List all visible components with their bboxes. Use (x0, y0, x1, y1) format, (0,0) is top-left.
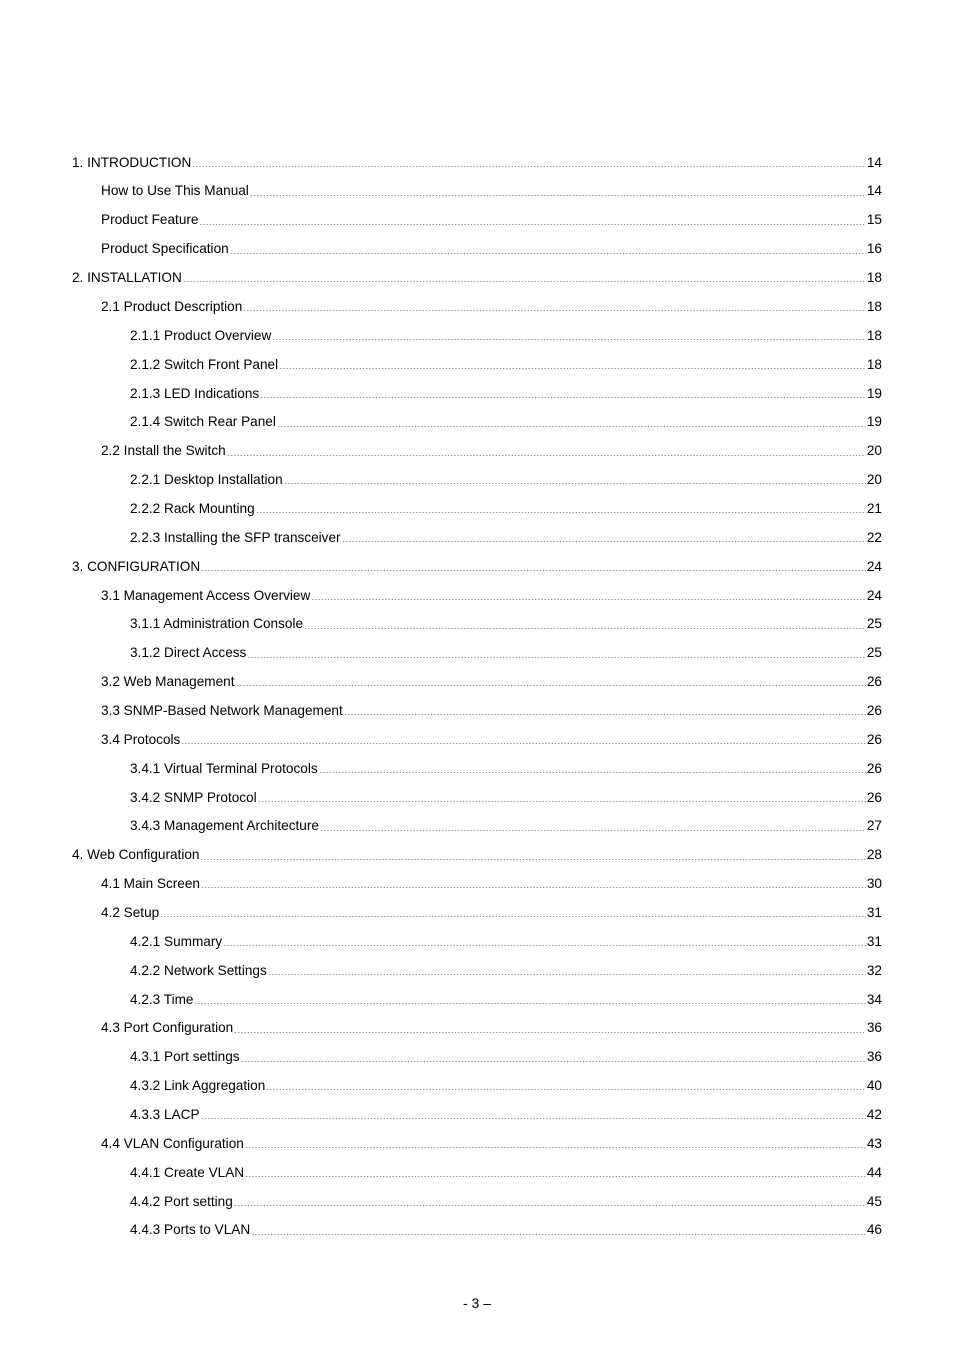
toc-dot-leader (181, 743, 866, 744)
toc-entry-title: 2.1.2 Switch Front Panel (130, 356, 279, 372)
toc-entry[interactable] (72, 898, 882, 927)
toc-entry-title: 3.1.1 Administration Console (130, 616, 304, 632)
toc-entry-page: 16 (866, 241, 882, 257)
toc-entry-page: 42 (866, 1106, 882, 1122)
toc-dot-leader (279, 368, 866, 369)
toc-entry-title: 4.1 Main Screen (101, 876, 200, 892)
toc-entry-page: 25 (866, 645, 882, 661)
toc-entry[interactable] (72, 841, 882, 870)
toc-entry-page: 36 (866, 1020, 882, 1036)
toc-entry[interactable] (72, 235, 882, 264)
toc-dot-leader (319, 772, 866, 773)
toc-entry-page: 14 (866, 154, 882, 170)
toc-entry-title: 3.4.1 Virtual Terminal Protocols (130, 760, 318, 776)
toc-entry[interactable] (72, 754, 882, 783)
toc-entry-title: 4.4.3 Ports to VLAN (130, 1222, 251, 1238)
toc-entry-page: 18 (866, 356, 882, 372)
toc-entry-title: 2.1.1 Product Overview (130, 327, 272, 343)
toc-entry-page: 18 (866, 298, 882, 314)
toc-entry-title: 4.2 Setup (101, 904, 160, 920)
toc-entry-title: 2. INSTALLATION (72, 270, 182, 286)
toc-dot-leader (223, 945, 866, 946)
toc-entry-title: 4.3.2 Link Aggregation (130, 1078, 266, 1094)
toc-entry[interactable] (72, 523, 882, 552)
toc-entry[interactable] (72, 263, 882, 292)
toc-entry-page: 26 (866, 789, 882, 805)
toc-entry[interactable] (72, 1014, 882, 1043)
toc-entry-title: 4.3.3 LACP (130, 1106, 200, 1122)
toc-entry[interactable] (72, 956, 882, 985)
toc-entry[interactable] (72, 783, 882, 812)
toc-dot-leader (277, 426, 866, 427)
toc-entry[interactable] (72, 927, 882, 956)
toc-entry-title: 4. Web Configuration (72, 847, 200, 863)
toc-entry-title: Product Feature (101, 212, 199, 228)
toc-dot-leader (200, 859, 865, 860)
toc-entry-title: Product Specification (101, 241, 229, 257)
toc-dot-leader (201, 887, 866, 888)
toc-dot-leader (258, 801, 866, 802)
toc-entry-page: 27 (866, 818, 882, 834)
toc-dot-leader (272, 339, 866, 340)
toc-dot-leader (245, 1147, 866, 1148)
toc-entry-page: 19 (866, 414, 882, 430)
toc-entry[interactable] (72, 148, 882, 177)
toc-entry[interactable] (72, 350, 882, 379)
toc-dot-leader (199, 224, 865, 225)
toc-entry-page: 31 (866, 933, 882, 949)
toc-entry-page: 26 (866, 760, 882, 776)
toc-entry[interactable] (72, 1216, 882, 1245)
toc-entry-title: 4.4.1 Create VLAN (130, 1164, 245, 1180)
toc-entry-title: 4.3.1 Port settings (130, 1049, 240, 1065)
toc-entry-title: 2.1.4 Switch Rear Panel (130, 414, 276, 430)
toc-dot-leader (201, 570, 866, 571)
toc-entry-title: 2.1.3 LED Indications (130, 385, 260, 401)
toc-dot-leader (194, 1003, 865, 1004)
toc-entry[interactable] (72, 408, 882, 437)
toc-dot-leader (234, 1032, 866, 1033)
toc-entry-page: 45 (866, 1193, 882, 1209)
page-number: - 3 – (462, 1295, 491, 1311)
toc-entry-page: 24 (866, 587, 882, 603)
toc-entry-title: How to Use This Manual (101, 183, 249, 199)
toc-entry[interactable] (72, 812, 882, 841)
toc-entry[interactable] (72, 552, 882, 581)
toc-entry-title: 3.4 Protocols (101, 731, 181, 747)
toc-dot-leader (183, 281, 866, 282)
toc-dot-leader (241, 1061, 866, 1062)
toc-entry-title: 2.2.3 Installing the SFP transceiver (130, 529, 341, 545)
toc-entry-title: 4.2.1 Summary (130, 933, 223, 949)
toc-entry[interactable] (72, 437, 882, 466)
toc-entry-title: 2.1 Product Description (101, 298, 243, 314)
toc-entry-page: 24 (866, 558, 882, 574)
toc-dot-leader (201, 1118, 866, 1119)
toc-entry-title: 3.2 Web Management (101, 674, 235, 690)
toc-dot-leader (250, 195, 866, 196)
toc-dot-leader (243, 310, 866, 311)
toc-entry[interactable] (72, 581, 882, 610)
toc-entry[interactable] (72, 985, 882, 1014)
toc-entry-page: 31 (866, 904, 882, 920)
toc-entry-page: 40 (866, 1078, 882, 1094)
toc-entry-page: 22 (866, 529, 882, 545)
toc-entry-title: 3. CONFIGURATION (72, 558, 201, 574)
toc-entry-page: 28 (866, 847, 882, 863)
toc-entry[interactable] (72, 321, 882, 350)
toc-entry-page: 21 (866, 500, 882, 516)
toc-entry-page: 43 (866, 1135, 882, 1151)
toc-entry[interactable] (72, 667, 882, 696)
toc-dot-leader (344, 714, 866, 715)
toc-entry-page: 36 (866, 1049, 882, 1065)
toc-entry[interactable] (72, 869, 882, 898)
toc-entry-page: 26 (866, 674, 882, 690)
toc-entry-page: 26 (866, 702, 882, 718)
toc-entry[interactable] (72, 177, 882, 206)
toc-entry-page: 26 (866, 731, 882, 747)
toc-entry-title: 3.4.3 Management Architecture (130, 818, 319, 834)
toc-entry[interactable] (72, 696, 882, 725)
toc-dot-leader (245, 1176, 866, 1177)
toc-entry-title: 4.4 VLAN Configuration (101, 1135, 244, 1151)
toc-dot-leader (311, 599, 866, 600)
toc-entry-page: 30 (866, 876, 882, 892)
toc-dot-leader (247, 657, 866, 658)
toc-entry-title: 3.1.2 Direct Access (130, 645, 247, 661)
toc-dot-leader (251, 1234, 866, 1235)
toc-entry-title: 4.4.2 Port setting (130, 1193, 233, 1209)
toc-dot-leader (266, 1089, 866, 1090)
toc-entry-title: 2.2.1 Desktop Installation (130, 472, 283, 488)
toc-dot-leader (227, 455, 866, 456)
toc-entry[interactable] (72, 494, 882, 523)
toc-entry-page: 14 (866, 183, 882, 199)
toc-dot-leader (284, 483, 866, 484)
toc-entry[interactable] (72, 1043, 882, 1072)
toc-entry[interactable] (72, 725, 882, 754)
toc-entry-page: 19 (866, 385, 882, 401)
toc-entry-page: 25 (866, 616, 882, 632)
toc-entry[interactable] (72, 610, 882, 639)
toc-dot-leader (260, 397, 866, 398)
toc-dot-leader (234, 1205, 866, 1206)
toc-dot-leader (160, 916, 866, 917)
table-of-contents (72, 148, 882, 1245)
toc-entry-page: 46 (866, 1222, 882, 1238)
toc-entry-page: 44 (866, 1164, 882, 1180)
toc-entry-title: 2.2.2 Rack Mounting (130, 500, 255, 516)
toc-dot-leader (192, 166, 866, 167)
toc-entry[interactable] (72, 292, 882, 321)
toc-entry[interactable] (72, 379, 882, 408)
toc-entry-title: 4.2.2 Network Settings (130, 962, 267, 978)
toc-entry-page: 20 (866, 472, 882, 488)
toc-entry[interactable] (72, 1129, 882, 1158)
toc-entry-page: 34 (866, 991, 882, 1007)
toc-dot-leader (236, 685, 866, 686)
toc-entry[interactable] (72, 465, 882, 494)
toc-entry-title: 4.3 Port Configuration (101, 1020, 234, 1036)
toc-entry-page: 32 (866, 962, 882, 978)
toc-entry[interactable] (72, 1072, 882, 1101)
toc-dot-leader (342, 541, 866, 542)
toc-entry[interactable] (72, 206, 882, 235)
toc-dot-leader (304, 628, 866, 629)
toc-dot-leader (230, 253, 866, 254)
toc-entry[interactable] (72, 1158, 882, 1187)
toc-entry-title: 1. INTRODUCTION (72, 154, 192, 170)
toc-entry-title: 3.1 Management Access Overview (101, 587, 311, 603)
toc-entry-page: 15 (866, 212, 882, 228)
toc-entry-page: 18 (866, 327, 882, 343)
toc-entry-page: 20 (866, 443, 882, 459)
toc-dot-leader (256, 512, 866, 513)
toc-entry-title: 3.3 SNMP-Based Network Management (101, 702, 343, 718)
toc-entry-title: 4.2.3 Time (130, 991, 194, 1007)
toc-entry-title: 2.2 Install the Switch (101, 443, 226, 459)
toc-entry[interactable] (72, 1187, 882, 1216)
toc-dot-leader (320, 830, 866, 831)
toc-dot-leader (268, 974, 866, 975)
toc-entry-title: 3.4.2 SNMP Protocol (130, 789, 257, 805)
toc-entry[interactable] (72, 1100, 882, 1129)
toc-entry-page: 18 (866, 270, 882, 286)
toc-entry[interactable] (72, 639, 882, 668)
